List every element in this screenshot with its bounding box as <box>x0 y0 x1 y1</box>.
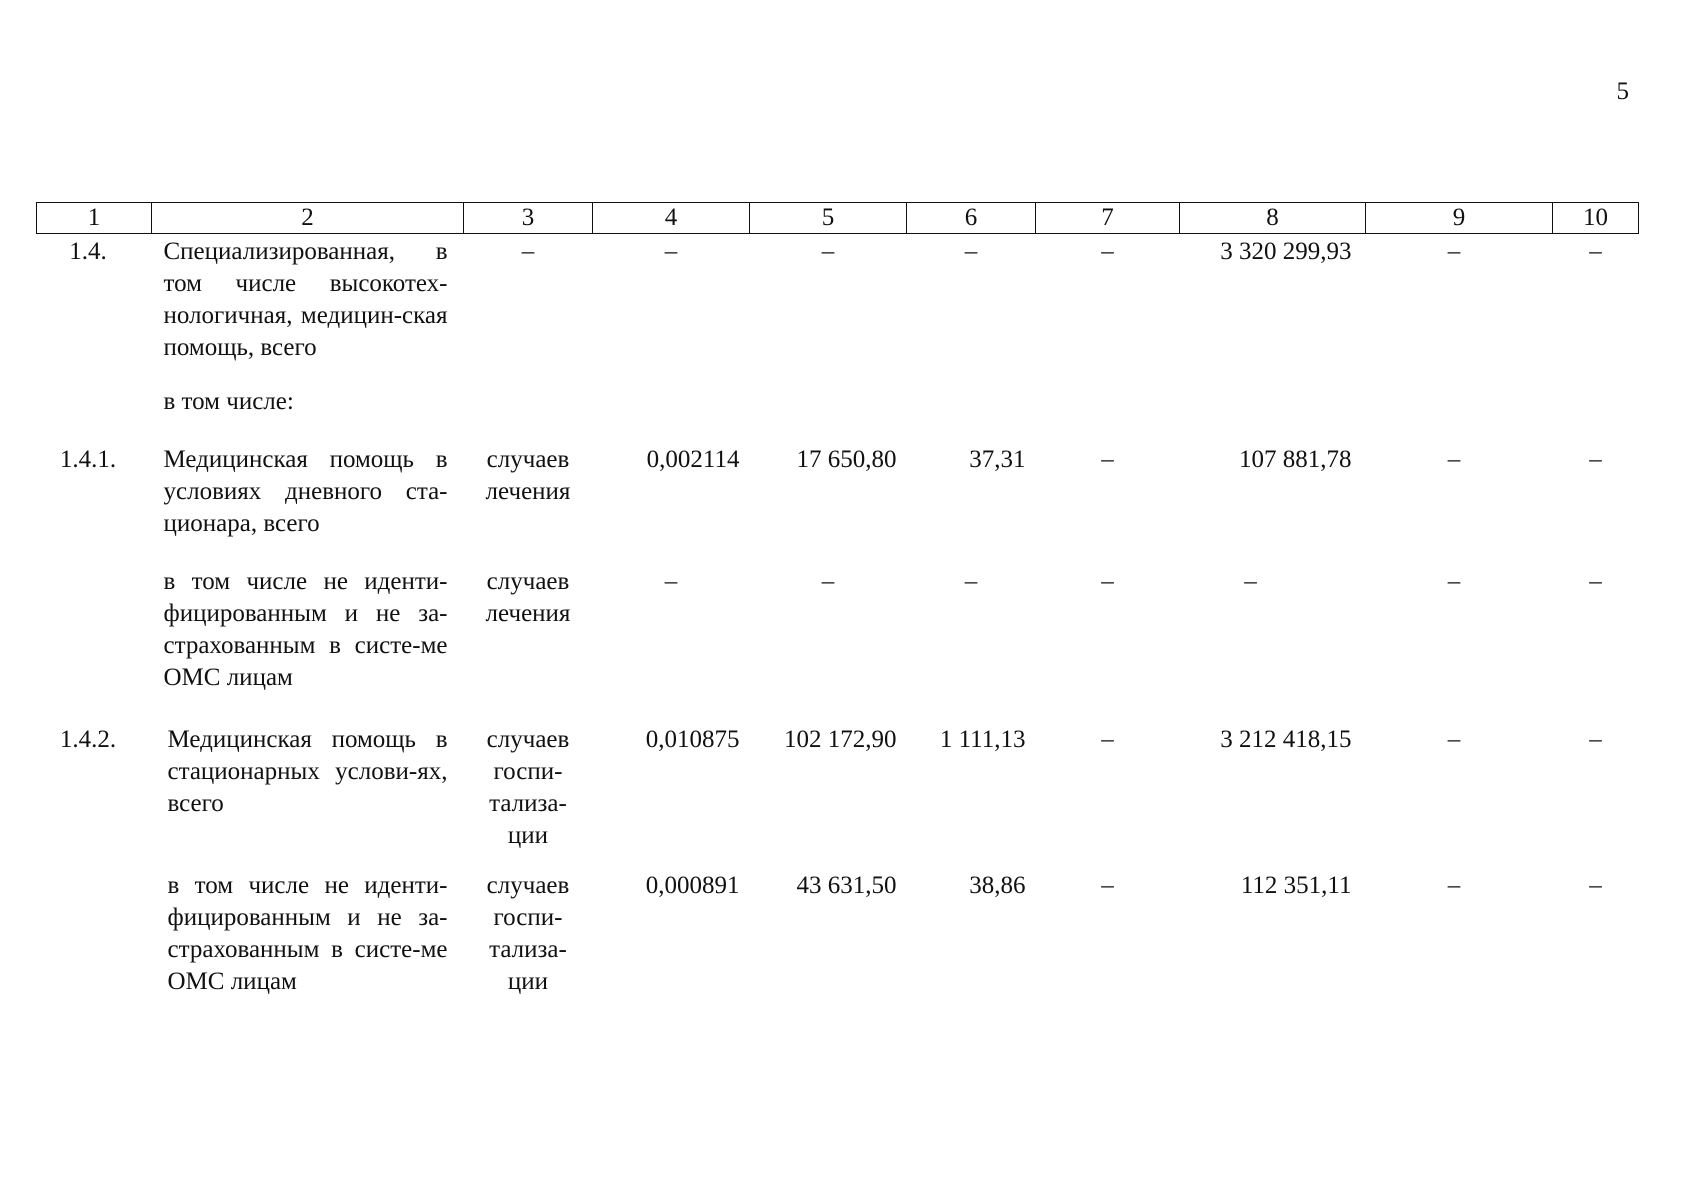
row-number: 1.4. <box>69 238 107 265</box>
row-col7: – <box>1101 726 1114 753</box>
row-col10: – <box>1589 726 1602 753</box>
row-col10: – <box>1589 568 1602 595</box>
row-number: 1.4.2. <box>59 726 117 753</box>
row-col5 <box>750 364 907 418</box>
row-col5: – <box>821 238 835 265</box>
table-row <box>37 418 1639 540</box>
row-col4 <box>593 364 750 418</box>
row-col7: – <box>1101 446 1114 473</box>
table-row <box>37 852 1639 998</box>
row-col10: – <box>1589 872 1602 899</box>
row-col6: 38,86 <box>969 872 1026 899</box>
row-col4: 0,010875 <box>645 726 740 753</box>
row-col6: 37,31 <box>969 446 1026 473</box>
table-row <box>37 364 1639 418</box>
header-cell-1: 1 <box>37 203 152 234</box>
row-col4: 0,002114 <box>646 446 740 473</box>
table-body <box>37 234 1639 999</box>
row-col8: 107 881,78 <box>1239 446 1352 473</box>
row-col6 <box>907 364 1036 418</box>
row-name: в том числе не иденти-фицированным и не за-страхованным в систе-ме ОМС лицам <box>163 568 448 691</box>
row-col4: – <box>664 238 678 265</box>
row-col8: 3 320 299,93 <box>1220 238 1352 265</box>
row-unit: – <box>521 238 535 265</box>
row-col9 <box>1366 364 1553 418</box>
row-col4: 0,000891 <box>645 872 740 899</box>
row-col9: – <box>1447 872 1461 899</box>
row-col7: – <box>1101 872 1114 899</box>
row-number <box>37 364 152 418</box>
row-col7 <box>1036 364 1180 418</box>
row-col10: – <box>1589 446 1602 473</box>
row-number <box>37 852 152 998</box>
table-row <box>37 694 1639 852</box>
row-name: Медицинская помощь в условиях дневного ста-ционара, всего <box>163 446 448 537</box>
row-col5: 102 172,90 <box>784 726 897 753</box>
page-number: 5 <box>1616 78 1629 105</box>
row-name: Специализированная, в том числе высокотех-нологичная, медицин-ская помощь, всего <box>163 238 448 361</box>
header-cell-2: 2 <box>152 203 464 234</box>
row-col6: – <box>964 568 978 595</box>
row-col7: – <box>1101 568 1114 595</box>
row-unit: случаев лечения <box>485 568 571 627</box>
row-col4: – <box>664 568 678 595</box>
row-col9: – <box>1447 568 1461 595</box>
row-col8: 112 351,11 <box>1240 872 1352 899</box>
row-col10 <box>1553 364 1639 418</box>
row-col5: 17 650,80 <box>796 446 897 473</box>
tariff-table <box>36 202 1639 998</box>
row-unit <box>464 364 593 418</box>
row-col8: 3 212 418,15 <box>1220 726 1352 753</box>
row-name: Медицинская помощь в стационарных услови-ях, всего <box>167 726 448 817</box>
row-col9: – <box>1447 238 1461 265</box>
row-name: в том числе: <box>163 388 294 415</box>
table-row <box>37 234 1639 365</box>
table-row <box>37 540 1639 694</box>
header-row <box>37 203 1639 234</box>
row-number <box>37 540 152 694</box>
row-number: 1.4.1. <box>59 446 117 473</box>
row-col5: – <box>821 568 835 595</box>
table-header <box>37 203 1639 234</box>
row-col9: – <box>1447 726 1461 753</box>
row-col7: – <box>1101 238 1114 265</box>
row-col10: – <box>1589 238 1602 265</box>
row-unit: случаев лечения <box>485 446 571 505</box>
document-sheet <box>36 202 1638 998</box>
row-col9: – <box>1447 446 1461 473</box>
header-cell-8: 8 <box>1180 203 1366 234</box>
row-name: в том числе не иденти-фицированным и не за-страхованным в систе-ме ОМС лицам <box>167 872 448 995</box>
row-unit: случаев госпи-тализа-ции <box>486 726 570 849</box>
header-cell-7: 7 <box>1036 203 1180 234</box>
header-cell-3: 3 <box>464 203 593 234</box>
row-col6: 1 111,13 <box>939 726 1026 753</box>
header-cell-10: 10 <box>1553 203 1639 234</box>
row-col8 <box>1180 364 1366 418</box>
row-col5: 43 631,50 <box>796 872 897 899</box>
header-cell-9: 9 <box>1366 203 1553 234</box>
row-col8: – <box>1244 568 1257 595</box>
row-col6: – <box>964 238 978 265</box>
row-unit: случаев госпи-тализа-ции <box>486 872 570 995</box>
header-cell-6: 6 <box>907 203 1036 234</box>
header-cell-5: 5 <box>750 203 907 234</box>
header-cell-4: 4 <box>593 203 750 234</box>
